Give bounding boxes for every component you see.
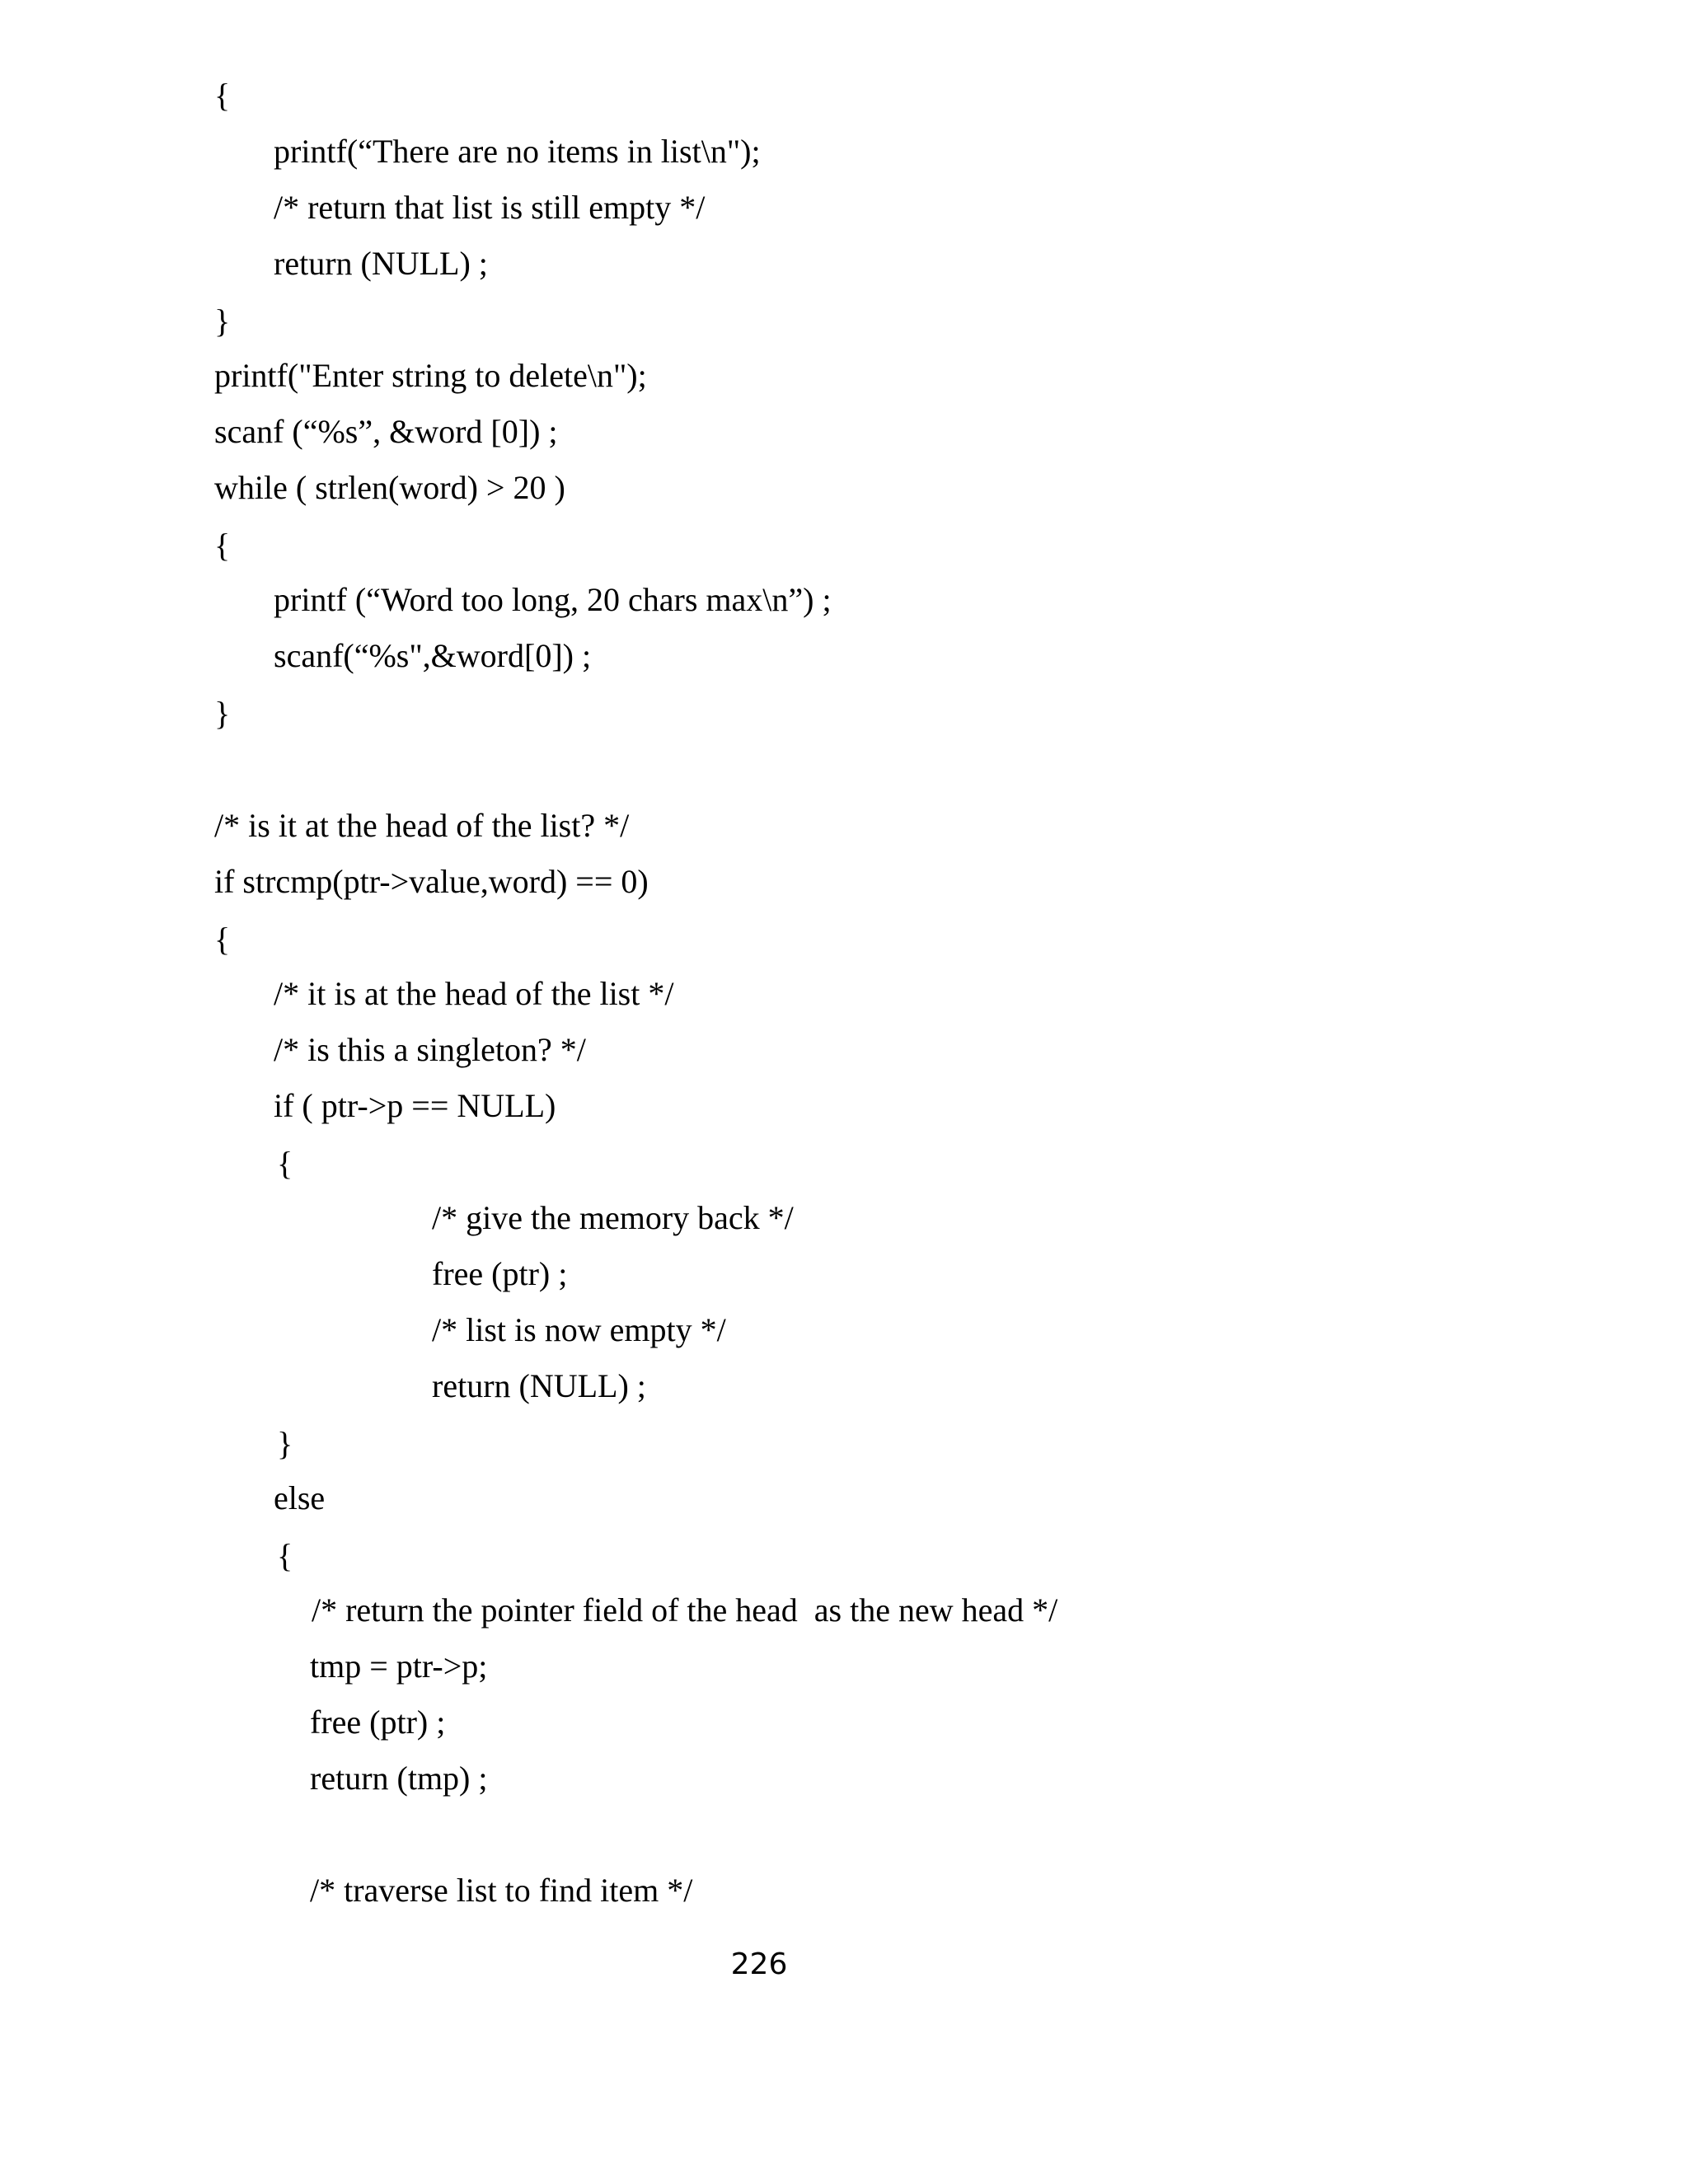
code-line: while ( strlen(word) > 20 ) bbox=[214, 469, 565, 506]
code-line: printf("Enter string to delete\n"); bbox=[214, 357, 647, 394]
code-line: { bbox=[277, 1537, 293, 1574]
code-line: scanf (“%s”, &word [0]) ; bbox=[214, 413, 558, 450]
code-line: scanf(“%s",&word[0]) ; bbox=[274, 637, 592, 674]
code-line: return (NULL) ; bbox=[274, 245, 488, 282]
code-line: return (NULL) ; bbox=[432, 1367, 646, 1404]
code-line: /* traverse list to find item */ bbox=[310, 1872, 693, 1909]
code-line: else bbox=[274, 1479, 326, 1516]
code-line: return (tmp) ; bbox=[310, 1760, 488, 1797]
code-line: free (ptr) ; bbox=[310, 1704, 446, 1741]
code-line: { bbox=[214, 921, 231, 958]
page-number: 226 bbox=[730, 1947, 788, 1981]
code-line: } bbox=[214, 302, 231, 340]
code-line: tmp = ptr->p; bbox=[310, 1647, 488, 1685]
code-line: if strcmp(ptr->value,word) == 0) bbox=[214, 863, 649, 900]
code-line: { bbox=[277, 1145, 293, 1182]
code-line: /* is this a singleton? */ bbox=[274, 1031, 586, 1068]
code-line: } bbox=[277, 1425, 293, 1462]
code-line: free (ptr) ; bbox=[432, 1255, 568, 1292]
code-line: /* return the pointer field of the head as the new head */ bbox=[312, 1591, 1058, 1629]
code-line: /* return that list is still empty */ bbox=[274, 189, 706, 226]
code-line: /* list is now empty */ bbox=[432, 1311, 726, 1348]
code-line: printf (“Word too long, 20 chars max\n”) ; bbox=[274, 581, 832, 618]
code-line: } bbox=[214, 695, 231, 732]
code-line: /* give the memory back */ bbox=[432, 1199, 794, 1236]
code-line: if ( ptr->p == NULL) bbox=[274, 1087, 556, 1124]
code-line: printf(“There are no items in list\n"); bbox=[274, 133, 761, 170]
code-line: /* it is at the head of the list */ bbox=[274, 975, 674, 1012]
code-line: /* is it at the head of the list? */ bbox=[214, 807, 630, 844]
code-line: { bbox=[214, 527, 231, 564]
code-line: { bbox=[214, 77, 231, 114]
